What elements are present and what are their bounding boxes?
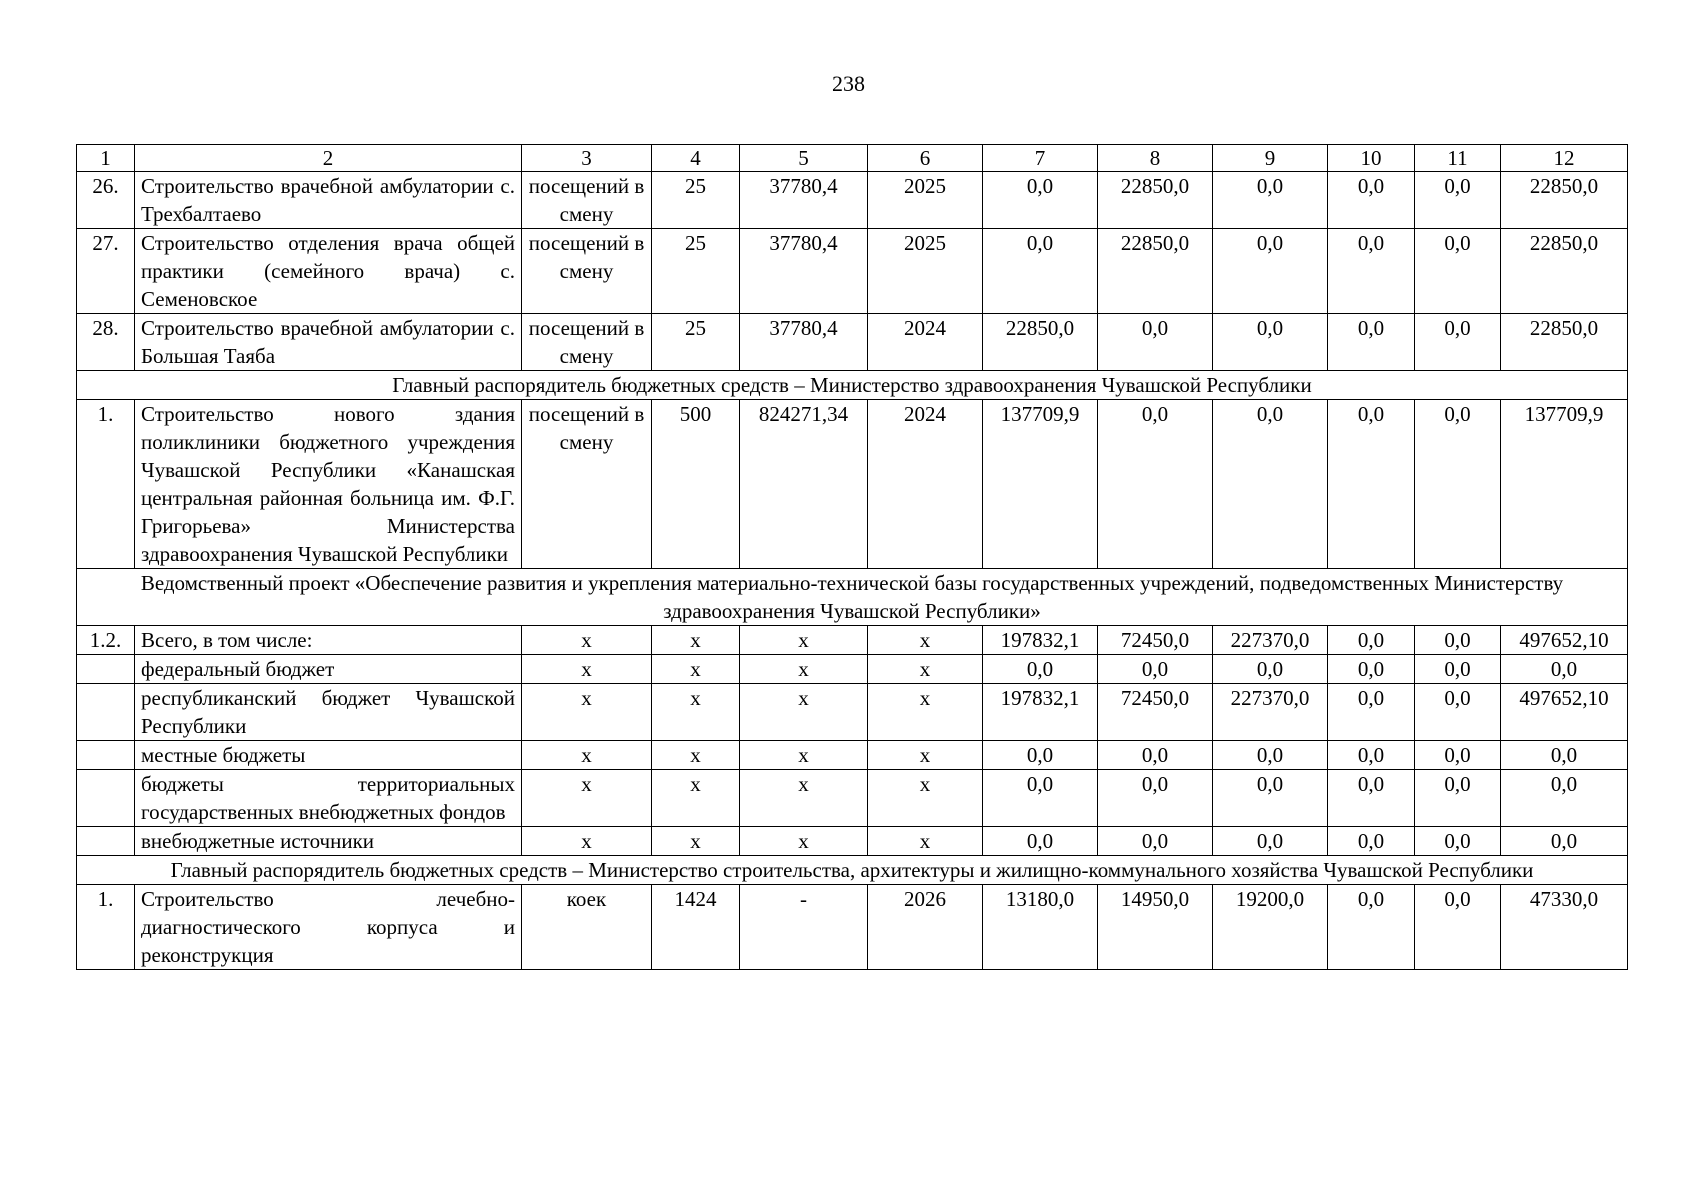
amount-col-7: 137709,9	[983, 400, 1098, 569]
section-heading: Главный распорядитель бюджетных средств – Министерство здравоохранения Чувашской Республики	[77, 371, 1628, 400]
capacity-unit: коек	[522, 885, 652, 970]
amount-col-10: 0,0	[1328, 655, 1415, 684]
amount-col-7: 0,0	[983, 741, 1098, 770]
capacity-unit: х	[522, 655, 652, 684]
table-row	[77, 770, 1628, 827]
amount-col-11: 0,0	[1415, 400, 1501, 569]
budget-source: федеральный бюджет	[135, 655, 522, 684]
amount-col-11: 0,0	[1415, 655, 1501, 684]
amount-col-11: 0,0	[1415, 314, 1501, 371]
table-row	[77, 626, 1628, 655]
amount-col-8: 22850,0	[1098, 172, 1213, 229]
amount-col-7: 0,0	[983, 827, 1098, 856]
table-row	[77, 827, 1628, 856]
amount-col-9: 0,0	[1213, 770, 1328, 827]
amount-col-8: 0,0	[1098, 770, 1213, 827]
budget-source: местные бюджеты	[135, 741, 522, 770]
table-row	[77, 314, 1628, 371]
capacity-unit: посещений в смену	[522, 229, 652, 314]
row-number	[77, 655, 135, 684]
amount-col-8: 0,0	[1098, 400, 1213, 569]
capacity-value: х	[652, 684, 740, 741]
amount-total: 22850,0	[1501, 229, 1628, 314]
estimated-cost: 824271,34	[740, 400, 868, 569]
amount-col-10: 0,0	[1328, 827, 1415, 856]
year-value: 2024	[868, 400, 983, 569]
capacity-value: х	[652, 626, 740, 655]
capacity-unit: х	[522, 626, 652, 655]
header-cell: 11	[1415, 145, 1501, 172]
capacity-unit: х	[522, 741, 652, 770]
amount-col-7: 0,0	[983, 229, 1098, 314]
amount-col-10: 0,0	[1328, 885, 1415, 970]
amount-col-8: 0,0	[1098, 741, 1213, 770]
year-value: 2026	[868, 885, 983, 970]
budget-table	[76, 144, 1628, 970]
header-cell: 4	[652, 145, 740, 172]
capacity-value: х	[652, 770, 740, 827]
amount-col-9: 0,0	[1213, 400, 1328, 569]
amount-col-10: 0,0	[1328, 314, 1415, 371]
header-cell: 3	[522, 145, 652, 172]
section-row	[77, 371, 1628, 400]
budget-source: республиканский бюджет Чувашской Республики	[135, 684, 522, 741]
amount-col-9: 0,0	[1213, 229, 1328, 314]
amount-col-7: 0,0	[983, 172, 1098, 229]
row-number: 1.	[77, 885, 135, 970]
amount-col-10: 0,0	[1328, 770, 1415, 827]
amount-col-9: 227370,0	[1213, 684, 1328, 741]
budget-source: Всего, в том числе:	[135, 626, 522, 655]
object-name: Строительство отделения врача общей практики (семейного врача) с. Семеновское	[135, 229, 522, 314]
year-value: 2025	[868, 229, 983, 314]
row-number: 28.	[77, 314, 135, 371]
header-cell: 9	[1213, 145, 1328, 172]
amount-col-11: 0,0	[1415, 741, 1501, 770]
amount-total: 47330,0	[1501, 885, 1628, 970]
capacity-unit: посещений в смену	[522, 314, 652, 371]
year-value: х	[868, 655, 983, 684]
header-cell: 6	[868, 145, 983, 172]
amount-col-11: 0,0	[1415, 172, 1501, 229]
amount-col-8: 22850,0	[1098, 229, 1213, 314]
capacity-unit: х	[522, 684, 652, 741]
amount-col-7: 197832,1	[983, 626, 1098, 655]
capacity-value: 25	[652, 172, 740, 229]
amount-col-8: 0,0	[1098, 314, 1213, 371]
amount-col-8: 14950,0	[1098, 885, 1213, 970]
amount-col-8: 0,0	[1098, 655, 1213, 684]
capacity-value: х	[652, 655, 740, 684]
year-value: х	[868, 684, 983, 741]
amount-col-9: 227370,0	[1213, 626, 1328, 655]
object-name: Строительство нового здания поликлиники бюджетного учреждения Чувашской Республики «Канашская центральная районная больница им. Ф.Г. Григорьева» Министерства здравоохранения Чувашской Республики	[135, 400, 522, 569]
amount-total: 0,0	[1501, 827, 1628, 856]
amount-total: 0,0	[1501, 770, 1628, 827]
amount-col-10: 0,0	[1328, 684, 1415, 741]
row-number: 1.2.	[77, 626, 135, 655]
object-name: Строительство врачебной амбулатории с. Трехбалтаево	[135, 172, 522, 229]
capacity-unit: посещений в смену	[522, 172, 652, 229]
estimated-cost: х	[740, 741, 868, 770]
estimated-cost: х	[740, 626, 868, 655]
row-number	[77, 770, 135, 827]
amount-col-8: 72450,0	[1098, 684, 1213, 741]
amount-col-7: 0,0	[983, 770, 1098, 827]
capacity-unit: посещений в смену	[522, 400, 652, 569]
header-cell: 10	[1328, 145, 1415, 172]
amount-col-9: 19200,0	[1213, 885, 1328, 970]
capacity-unit: х	[522, 770, 652, 827]
amount-col-9: 0,0	[1213, 314, 1328, 371]
amount-total: 497652,10	[1501, 626, 1628, 655]
amount-total: 497652,10	[1501, 684, 1628, 741]
section-heading: Главный распорядитель бюджетных средств – Министерство строительства, архитектуры и жилищно-коммунального хозяйства Чувашской Республики	[77, 856, 1628, 885]
amount-col-8: 72450,0	[1098, 626, 1213, 655]
amount-col-7: 22850,0	[983, 314, 1098, 371]
amount-col-11: 0,0	[1415, 827, 1501, 856]
amount-col-10: 0,0	[1328, 229, 1415, 314]
row-number	[77, 741, 135, 770]
amount-col-7: 0,0	[983, 655, 1098, 684]
amount-col-11: 0,0	[1415, 626, 1501, 655]
row-number: 1.	[77, 400, 135, 569]
header-cell: 8	[1098, 145, 1213, 172]
amount-col-11: 0,0	[1415, 770, 1501, 827]
budget-source: внебюджетные источники	[135, 827, 522, 856]
table-row	[77, 885, 1628, 970]
section-row	[77, 856, 1628, 885]
year-value: 2024	[868, 314, 983, 371]
amount-col-10: 0,0	[1328, 400, 1415, 569]
amount-col-11: 0,0	[1415, 229, 1501, 314]
amount-col-8: 0,0	[1098, 827, 1213, 856]
capacity-value: х	[652, 741, 740, 770]
amount-total: 22850,0	[1501, 172, 1628, 229]
table-header-row	[77, 145, 1628, 172]
estimated-cost: -	[740, 885, 868, 970]
year-value: х	[868, 770, 983, 827]
capacity-value: х	[652, 827, 740, 856]
amount-col-10: 0,0	[1328, 626, 1415, 655]
amount-total: 0,0	[1501, 741, 1628, 770]
amount-total: 22850,0	[1501, 314, 1628, 371]
header-cell: 5	[740, 145, 868, 172]
amount-col-9: 0,0	[1213, 827, 1328, 856]
budget-source: бюджеты территориальных государственных внебюджетных фондов	[135, 770, 522, 827]
estimated-cost: 37780,4	[740, 314, 868, 371]
header-cell: 7	[983, 145, 1098, 172]
table-row	[77, 655, 1628, 684]
estimated-cost: х	[740, 770, 868, 827]
estimated-cost: х	[740, 655, 868, 684]
year-value: х	[868, 827, 983, 856]
header-cell: 12	[1501, 145, 1628, 172]
section-row	[77, 569, 1628, 626]
amount-col-11: 0,0	[1415, 684, 1501, 741]
capacity-value: 1424	[652, 885, 740, 970]
header-cell: 1	[77, 145, 135, 172]
page-number: 238	[832, 71, 865, 96]
amount-total: 0,0	[1501, 655, 1628, 684]
year-value: х	[868, 741, 983, 770]
capacity-value: 25	[652, 314, 740, 371]
amount-col-10: 0,0	[1328, 172, 1415, 229]
amount-col-9: 0,0	[1213, 741, 1328, 770]
estimated-cost: х	[740, 827, 868, 856]
amount-col-9: 0,0	[1213, 172, 1328, 229]
amount-col-11: 0,0	[1415, 885, 1501, 970]
capacity-value: 500	[652, 400, 740, 569]
estimated-cost: 37780,4	[740, 172, 868, 229]
object-name: Строительство лечебно-диагностического корпуса и реконструкция	[135, 885, 522, 970]
project-heading: Ведомственный проект «Обеспечение развития и укрепления материально-технической базы государственных учреждений, подведомственных Министерству здравоохранения Чувашской Республики»	[77, 569, 1628, 626]
table-row	[77, 172, 1628, 229]
estimated-cost: х	[740, 684, 868, 741]
estimated-cost: 37780,4	[740, 229, 868, 314]
year-value: х	[868, 626, 983, 655]
row-number: 27.	[77, 229, 135, 314]
year-value: 2025	[868, 172, 983, 229]
header-cell: 2	[135, 145, 522, 172]
amount-col-7: 13180,0	[983, 885, 1098, 970]
amount-col-7: 197832,1	[983, 684, 1098, 741]
amount-total: 137709,9	[1501, 400, 1628, 569]
table-row	[77, 400, 1628, 569]
amount-col-9: 0,0	[1213, 655, 1328, 684]
object-name: Строительство врачебной амбулатории с. Большая Таяба	[135, 314, 522, 371]
table-row	[77, 229, 1628, 314]
capacity-value: 25	[652, 229, 740, 314]
table-row	[77, 741, 1628, 770]
amount-col-10: 0,0	[1328, 741, 1415, 770]
row-number: 26.	[77, 172, 135, 229]
table-row	[77, 684, 1628, 741]
row-number	[77, 827, 135, 856]
row-number	[77, 684, 135, 741]
capacity-unit: х	[522, 827, 652, 856]
